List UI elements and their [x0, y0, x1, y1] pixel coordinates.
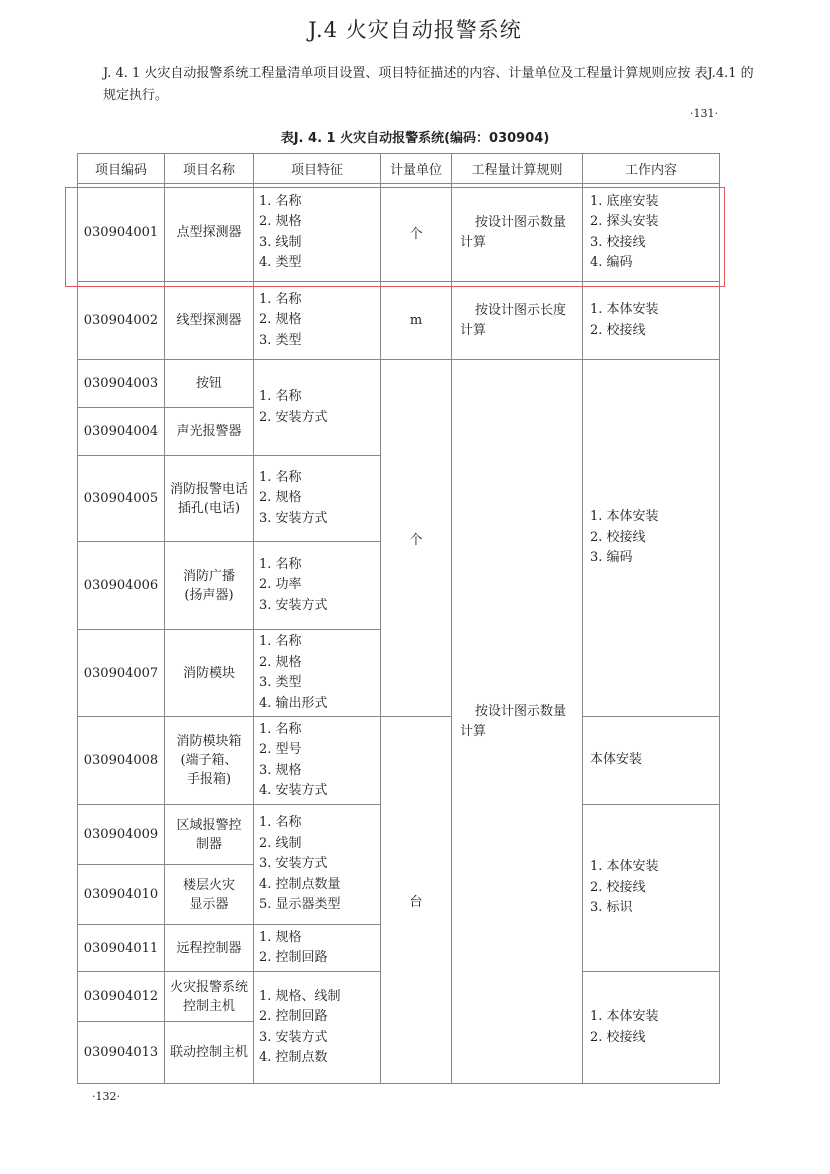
- cell-unit: 个: [381, 360, 452, 717]
- feature-line: 4. 控制点数量: [259, 876, 341, 892]
- table-row: [78, 360, 720, 408]
- feature-line: 1. 名称: [259, 815, 302, 831]
- feature-line: 2. 规格: [259, 214, 302, 229]
- name-line: 消防广播: [182, 568, 235, 584]
- feature-line: 3. 安装方式: [259, 597, 328, 613]
- feature-line: 3. 类型: [259, 332, 302, 348]
- cell-rule: [452, 360, 583, 1084]
- work-line: 4. 编码: [590, 255, 633, 270]
- cell-unit: 个: [381, 184, 452, 282]
- cell-work: [583, 805, 720, 972]
- table-row: [78, 717, 720, 805]
- name-line: 远程控制器: [176, 940, 242, 956]
- name-line: 消防模块箱: [176, 734, 242, 749]
- rule-line: 计算: [460, 723, 487, 739]
- name-line: 线型探测器: [176, 313, 242, 328]
- cell-name: [165, 925, 254, 972]
- cell-features: [254, 282, 381, 360]
- work-line: 1. 底座安装: [590, 193, 659, 209]
- feature-line: 4. 输出形式: [259, 695, 328, 711]
- name-line: 手报箱): [186, 772, 232, 787]
- feature-line: 1. 名称: [259, 634, 302, 649]
- feature-line: 4. 控制点数: [259, 1050, 328, 1065]
- feature-line: 3. 规格: [259, 762, 302, 778]
- cell-code: 030904009: [78, 805, 165, 865]
- cell-code: 030904013: [78, 1022, 165, 1084]
- page-number-bottom: ·132·: [92, 1090, 120, 1103]
- feature-line: 3. 安装方式: [259, 1029, 328, 1045]
- name-line: 显示器: [189, 896, 229, 912]
- name-line: 消防报警电话: [169, 481, 248, 497]
- name-line: 控制主机: [182, 998, 235, 1014]
- cell-name: [165, 865, 254, 925]
- name-line: 楼层火灾: [182, 877, 235, 893]
- feature-line: 2. 安装方式: [259, 409, 328, 425]
- name-line: (扬声器): [184, 587, 234, 603]
- work-line: 1. 本体安装: [590, 509, 659, 525]
- cell-rule: [452, 282, 583, 360]
- feature-line: 2. 功率: [259, 577, 302, 593]
- feature-line: 1. 规格、线制: [259, 988, 341, 1004]
- feature-line: 1. 名称: [259, 469, 302, 485]
- feature-line: 2. 规格: [259, 312, 302, 328]
- work-line: 1. 本体安装: [590, 1009, 659, 1024]
- cell-features: [254, 717, 381, 805]
- cell-code: 030904004: [78, 408, 165, 456]
- work-line: 1. 本体安装: [590, 302, 659, 317]
- table-caption: 表J. 4. 1 火灾自动报警系统(编码：030904): [280, 131, 550, 146]
- cell-work: [583, 717, 720, 805]
- cell-name: [165, 1022, 254, 1084]
- cell-name: [165, 408, 254, 456]
- header-code: 项目编码: [78, 154, 165, 184]
- feature-line: 2. 型号: [259, 742, 302, 757]
- feature-line: 3. 安装方式: [259, 510, 328, 526]
- cell-features: [254, 805, 381, 925]
- cell-unit: 台: [381, 717, 452, 1084]
- header-rule: 工程量计算规则: [452, 154, 583, 184]
- feature-line: 2. 规格: [259, 490, 302, 506]
- cell-name: [165, 717, 254, 805]
- cell-name: [165, 972, 254, 1022]
- feature-line: 1. 规格: [259, 929, 302, 945]
- cell-features: [254, 542, 381, 630]
- cell-code: 030904005: [78, 456, 165, 542]
- cell-code: 030904011: [78, 925, 165, 972]
- work-line: 1. 本体安装: [590, 859, 659, 875]
- feature-line: 3. 安装方式: [259, 856, 328, 872]
- feature-line: 5. 显示器类型: [259, 897, 341, 913]
- feature-line: 3. 类型: [259, 675, 302, 690]
- cell-unit: m: [381, 282, 452, 360]
- name-line: 消防模块: [182, 665, 235, 681]
- feature-line: 2. 控制回路: [259, 1009, 328, 1024]
- name-line: 点型探测器: [176, 225, 242, 240]
- work-line: 3. 编码: [590, 550, 633, 566]
- highlight-box: [65, 187, 725, 287]
- name-line: 按钮: [195, 376, 222, 391]
- cell-name: [165, 456, 254, 542]
- feature-line: 2. 线制: [259, 835, 302, 851]
- name-line: 插孔(电话): [177, 500, 241, 516]
- cell-name: [165, 360, 254, 408]
- cell-code: 030904006: [78, 542, 165, 630]
- work-line: 2. 校接线: [590, 879, 646, 895]
- page-number-top: ·131·: [690, 107, 718, 120]
- name-line: 火灾报警系统: [169, 979, 248, 995]
- name-line: 制器: [195, 836, 222, 852]
- cell-features: [254, 972, 381, 1084]
- rule-line: 按设计图示数量: [475, 214, 567, 230]
- fire-alarm-table: [77, 153, 720, 1084]
- work-line: 3. 校接线: [590, 234, 646, 250]
- header-work: 工作内容: [583, 154, 720, 184]
- cell-code: 030904010: [78, 865, 165, 925]
- cell-work: [583, 360, 720, 717]
- name-line: (端子箱、: [180, 753, 238, 768]
- work-line: 3. 标识: [590, 900, 633, 916]
- cell-code: 030904008: [78, 717, 165, 805]
- feature-line: 1. 名称: [259, 721, 302, 737]
- cell-features: [254, 630, 381, 717]
- feature-line: 4. 安装方式: [259, 783, 328, 798]
- feature-line: 1. 名称: [259, 556, 302, 572]
- intro-paragraph: J. 4. 1 火灾自动报警系统工程量清单项目设置、项目特征描述的内容、计量单位及工程量计算规则应按 表J.4.1 的规定执行。: [103, 66, 754, 103]
- cell-code: 030904012: [78, 972, 165, 1022]
- rule-line: 计算: [460, 322, 487, 338]
- cell-work: [583, 282, 720, 360]
- header-features: 项目特征: [254, 154, 381, 184]
- cell-features: [254, 456, 381, 542]
- cell-code: 030904002: [78, 282, 165, 360]
- work-line: 2. 探头安装: [590, 214, 659, 229]
- rule-line: 按设计图示数量: [475, 703, 567, 719]
- rule-line: 按设计图示长度: [475, 302, 567, 318]
- cell-code: 030904003: [78, 360, 165, 408]
- work-line: 2. 校接线: [590, 322, 646, 338]
- cell-features: [254, 925, 381, 972]
- feature-line: 1. 名称: [259, 389, 302, 404]
- table-header-row: [78, 154, 720, 184]
- cell-name: [165, 282, 254, 360]
- cell-name: [165, 542, 254, 630]
- rule-line: 计算: [460, 234, 487, 250]
- section-heading: J.4 火灾自动报警系统: [308, 18, 522, 42]
- work-line: 2. 校接线: [590, 529, 646, 545]
- header-unit: 计量单位: [381, 154, 452, 184]
- cell-features: [254, 360, 381, 456]
- cell-work: [583, 972, 720, 1084]
- table-row: [78, 282, 720, 360]
- feature-line: 3. 线制: [259, 234, 302, 250]
- cell-code: 030904007: [78, 630, 165, 717]
- cell-code: 030904001: [78, 184, 165, 282]
- name-line: 区域报警控: [176, 817, 242, 833]
- feature-line: 2. 规格: [259, 654, 302, 670]
- work-line: 2. 校接线: [590, 1029, 646, 1045]
- feature-line: 1. 名称: [259, 193, 302, 209]
- cell-name: [165, 805, 254, 865]
- feature-line: 2. 控制回路: [259, 950, 328, 965]
- feature-line: 4. 类型: [259, 255, 302, 270]
- name-line: 联动控制主机: [169, 1045, 248, 1060]
- cell-name: [165, 630, 254, 717]
- header-name: 项目名称: [165, 154, 254, 184]
- work-line: 本体安装: [590, 752, 643, 768]
- feature-line: 1. 名称: [259, 291, 302, 307]
- name-line: 声光报警器: [176, 424, 242, 439]
